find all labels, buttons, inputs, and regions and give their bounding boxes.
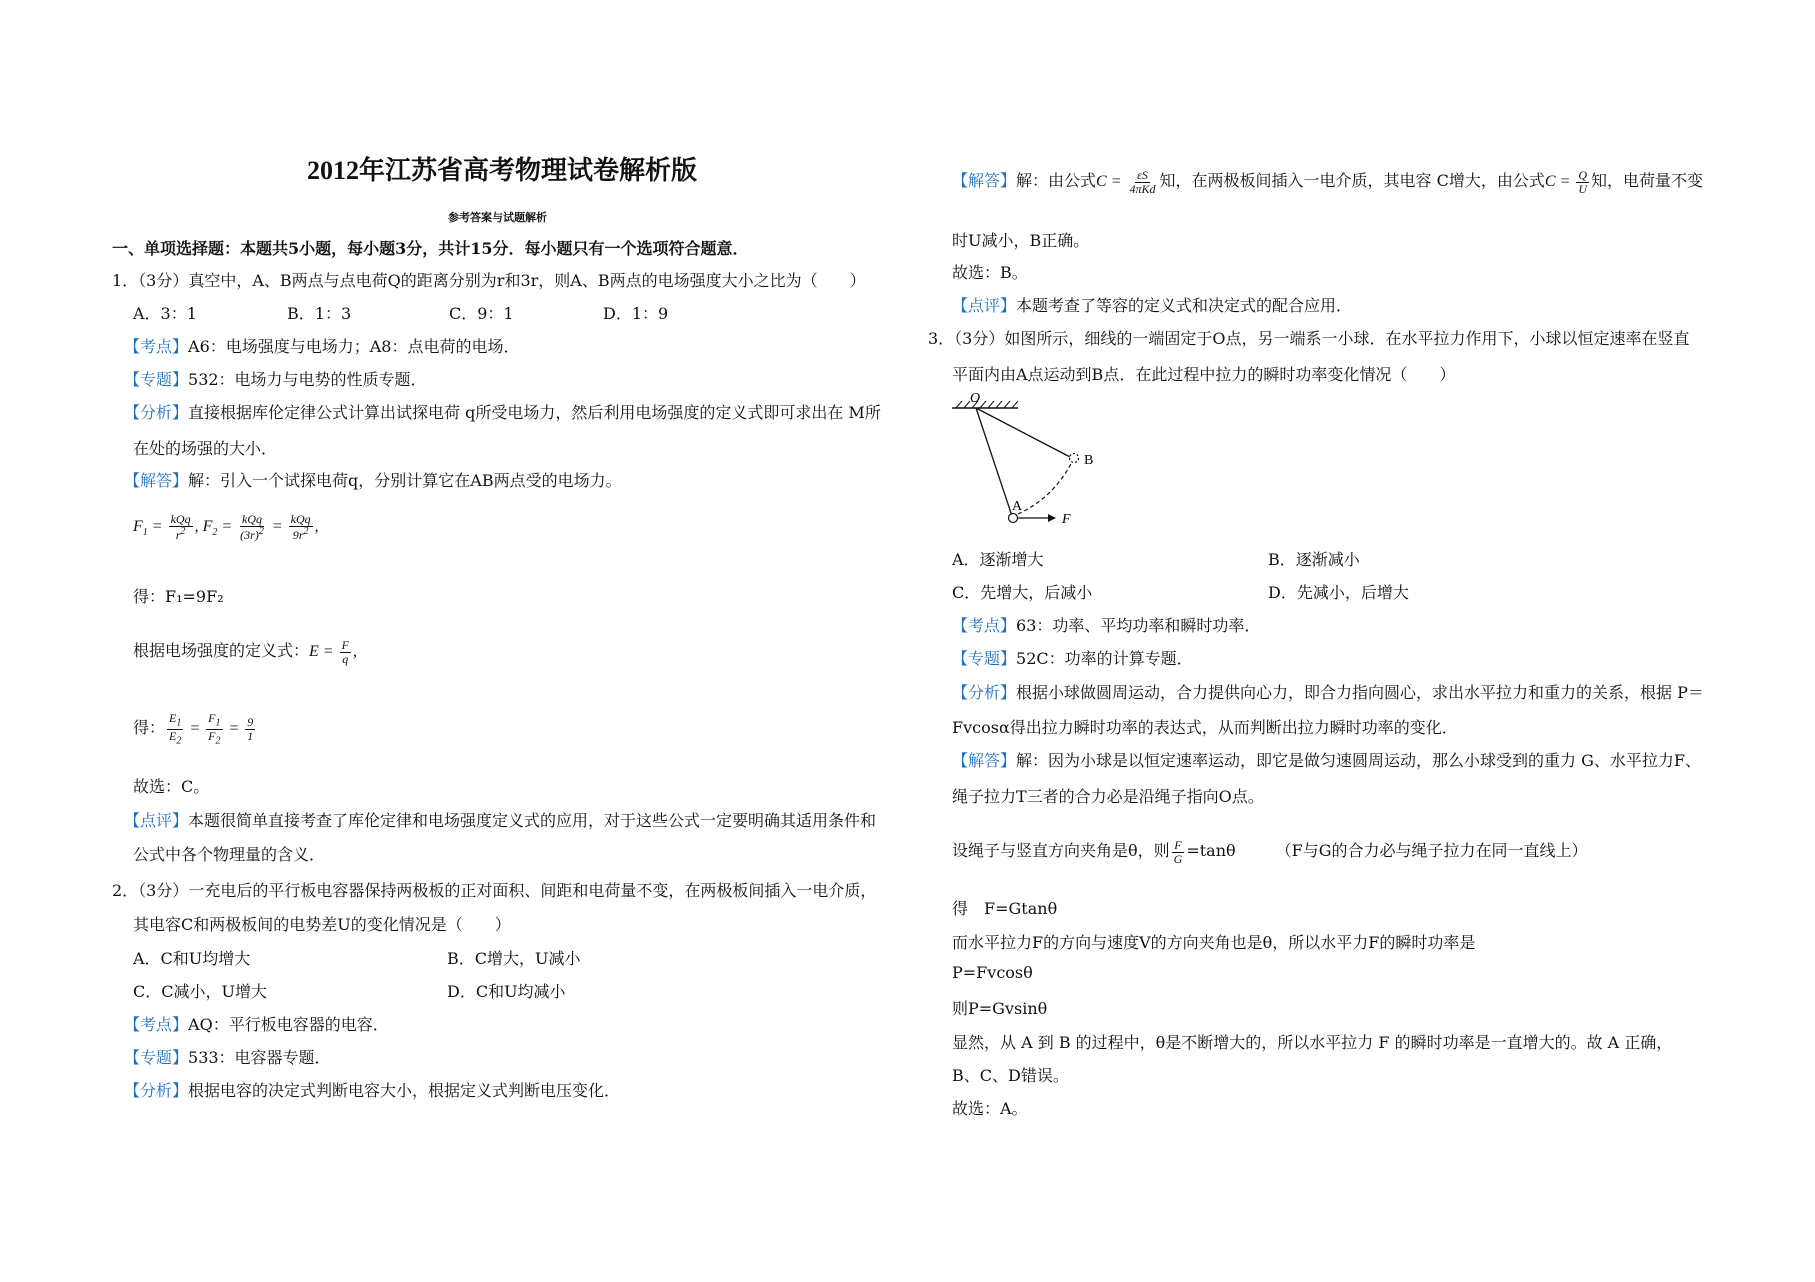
q2-zhuanti: 【专题】533：电容器专题． xyxy=(124,1048,331,1067)
q3-answer: 故选：A。 xyxy=(952,1099,1028,1118)
q3-option-c: C．先增大，后减小 xyxy=(952,583,1093,602)
q1-option-b: B．1：3 xyxy=(287,304,352,323)
q2-jieda-cont: 时U减小，B正确。 xyxy=(952,231,1090,250)
q2-option-d: D．C和U均减小 xyxy=(447,982,566,1001)
q1-jieda: 【解答】解：引入一个试探电荷q，分别计算它在AB两点受的电场力。 xyxy=(124,471,622,490)
q3-kaodian: 【考点】63：功率、平均功率和瞬时功率． xyxy=(952,616,1261,635)
q3-angle-relation: 设绳子与竖直方向夹角是θ，则 $\frac{F}{G}$ =tanθ （F与G的合力必与绳子拉力在同一直线上） xyxy=(952,838,1588,866)
tag-kaodian: 【考点】 xyxy=(124,337,189,356)
q2-dianping: 【点评】本题考查了等容的定义式和决定式的配合应用． xyxy=(952,296,1353,315)
q2-fenxi: 【分析】根据电容的决定式判断电容大小，根据定义式判断电压变化． xyxy=(124,1081,621,1100)
q1-option-d: D．1：9 xyxy=(603,304,669,323)
q1-formula-coulomb: $F_1$ = $\frac{\text{kQq}}{r^2}$ , $F_2$ = $\frac{\text{kQq}}{(3r)^2}$ = $\frac{\text{kQq}}{9r^2}$ , xyxy=(133,512,319,542)
q3-zhuanti: 【专题】52C：功率的计算专题． xyxy=(952,649,1193,668)
q1-efield: 根据电场强度的定义式：E = $\frac{F}{q}$ , xyxy=(133,638,357,666)
page-title: 2012年江苏省高考物理试卷解析版 xyxy=(307,156,698,185)
tag-dianping: 【点评】 xyxy=(124,811,189,830)
q2-stem: 2．（3分）一充电后的平行板电容器保持两极板的正对面积、间距和电荷量不变，在两极板间插入一电介质， xyxy=(112,881,877,900)
q1-dianping: 【点评】本题很简单直接考查了库伦定律和电场强度定义式的应用，对于这些公式一定要明确其适用条件和 xyxy=(124,811,877,830)
page-subtitle: 参考答案与试题解析 xyxy=(448,211,547,224)
q3-jieda-cont: 绳子拉力T三者的合力必是沿绳子指向O点。 xyxy=(952,787,1264,806)
section-heading: 一、单项选择题：本题共5小题，每小题3分，共计15分．每小题只有一个选项符合题意． xyxy=(112,239,749,258)
ball-b xyxy=(1070,454,1079,463)
q3-option-b: B．逐渐减小 xyxy=(1268,550,1360,569)
q2-stem-cont: 其电容C和两极板间的电势差U的变化情况是（ ） xyxy=(133,915,511,934)
q3-line-p1: P=Fvcosθ xyxy=(952,963,1033,982)
q3-jieda: 【解答】解：因为小球是以恒定速率运动，即它是做匀速圆周运动，那么小球受到的重力 G、水平拉力F、 xyxy=(952,751,1701,770)
q3-line-p2: 则P=Gvsinθ xyxy=(952,999,1048,1018)
label-f: F xyxy=(1062,512,1071,527)
q3-fenxi-cont: Fvcosα得出拉力瞬时功率的表达式，从而判断出拉力瞬时功率的变化． xyxy=(952,718,1458,737)
q1-option-c: C．9：1 xyxy=(449,304,514,323)
q1-fenxi-cont: 在处的场强的大小． xyxy=(133,439,278,458)
q3-conclusion: 显然，从 A 到 B 的过程中，θ是不断增大的，所以水平拉力 F 的瞬时功率是一直增大的。故 A 正确， xyxy=(952,1033,1673,1052)
q1-kaodian: 【考点】A6：电场强度与电场力；A8：点电荷的电场． xyxy=(124,337,520,356)
q2-jieda: 【解答】解：由公式C = $\frac{\varepsilon S}{\text{4πKd}}$ 知，在两极板间插入一电介质，其电容 C增大，由公式C = $\frac{Q}{U}$ 知，电荷量不变 xyxy=(952,168,1704,196)
label-o: O xyxy=(970,391,981,406)
q2-option-c: C．C减小，U增大 xyxy=(133,982,267,1001)
q2-answer: 故选：B。 xyxy=(952,263,1028,282)
q1-option-a: A．3：1 xyxy=(133,304,197,323)
force-arrowhead xyxy=(1048,514,1056,522)
q1-zhuanti: 【专题】532：电场力与电势的性质专题． xyxy=(124,370,427,389)
q3-line-g: 得 F=Gtanθ xyxy=(952,899,1058,918)
q1-get1: 得：F₁=9F₂ xyxy=(133,587,224,606)
q3-conclusion-cont: B、C、D错误。 xyxy=(952,1066,1069,1085)
q1-answer: 故选：C。 xyxy=(133,777,210,796)
tag-fenxi: 【分析】 xyxy=(124,403,189,422)
q3-stem: 3．（3分）如图所示，细线的一端固定于O点，另一端系一小球．在水平拉力作用下，小球以恒定速率在竖直 xyxy=(928,329,1690,348)
label-b: B xyxy=(1084,453,1094,468)
arc-path xyxy=(1018,462,1072,514)
q3-fenxi: 【分析】根据小球做圆周运动，合力提供向心力，即合力指向圆心，求出水平拉力和重力的关系，根据 P＝ xyxy=(952,683,1704,702)
q1-dianping-cont: 公式中各个物理量的含义． xyxy=(133,845,326,864)
q1-fenxi: 【分析】直接根据库伦定律公式计算出试探电荷 q所受电场力，然后利用电场强度的定义式即可求出在 M所 xyxy=(124,403,881,422)
q3-line-h: 而水平拉力F的方向与速度V的方向夹角也是θ，所以水平力F的瞬时功率是 xyxy=(952,933,1476,952)
q1-get2: 得： $\frac{E_1}{E_2}$ = $\frac{F_1}{F_2}$ = $\frac{9}{1}$ xyxy=(133,711,254,747)
ceiling-hatch xyxy=(956,401,1018,408)
tag-zhuanti: 【专题】 xyxy=(124,370,189,389)
tag-jieda: 【解答】 xyxy=(124,471,189,490)
q2-kaodian: 【考点】AQ：平行板电容器的电容． xyxy=(124,1015,389,1034)
q3-pendulum-figure xyxy=(948,390,1118,530)
q3-stem-cont: 平面内由A点运动到B点．在此过程中拉力的瞬时功率变化情况（ ） xyxy=(952,365,1456,384)
q1-stem: 1．（3分）真空中，A、B两点与点电荷Q的距离分别为r和3r，则A、B两点的电场强度大小之比为（ ） xyxy=(112,271,866,290)
q3-option-d: D．先减小，后增大 xyxy=(1268,583,1409,602)
ball-a xyxy=(1009,514,1018,523)
label-a: A xyxy=(1012,499,1023,514)
q3-option-a: A．逐渐增大 xyxy=(952,550,1044,569)
q2-option-b: B．C增大，U减小 xyxy=(447,949,581,968)
q2-option-a: A．C和U均增大 xyxy=(133,949,251,968)
